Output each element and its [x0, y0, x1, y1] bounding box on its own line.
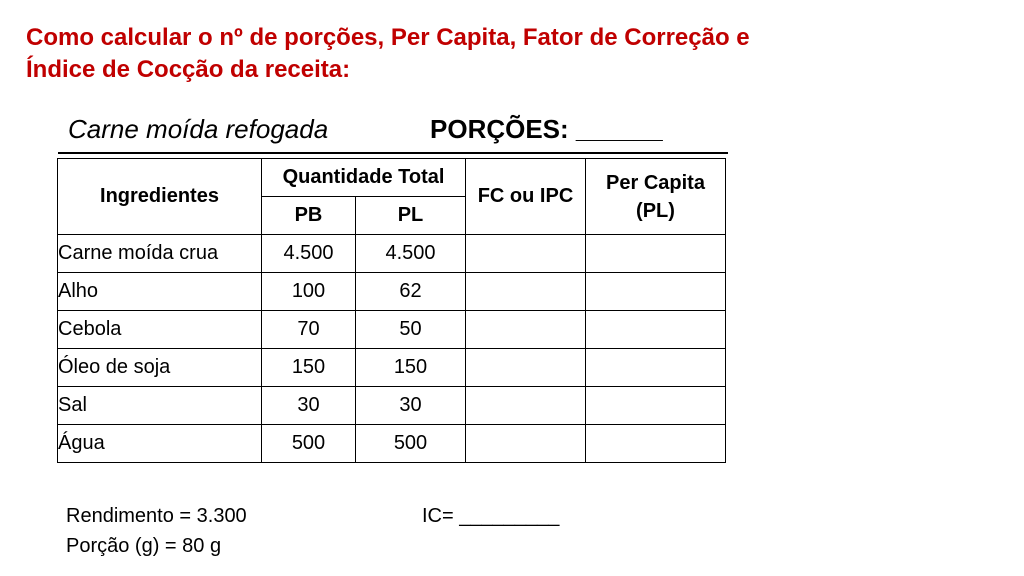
table-header-row-1: [58, 159, 726, 197]
cell-pl: 150: [356, 349, 466, 387]
cell-pb: 150: [262, 349, 356, 387]
header-ingredients: Ingredientes: [58, 159, 262, 235]
cell-fc: [466, 387, 586, 425]
header-per-capita: [586, 159, 726, 235]
cell-fc: [466, 311, 586, 349]
cell-pb: 500: [262, 425, 356, 463]
cell-pb: 70: [262, 311, 356, 349]
header-per-capita-line1: Per Capita: [606, 171, 705, 194]
header-pb: PB: [262, 197, 356, 235]
page-title: [26, 22, 1006, 86]
cell-per-capita: [586, 349, 726, 387]
recipe-table: [57, 158, 726, 463]
cell-ingredient: Alho: [58, 273, 262, 311]
cell-pl: 4.500: [356, 235, 466, 273]
table-row: [58, 387, 726, 425]
table-row: [58, 425, 726, 463]
cell-ingredient: Sal: [58, 387, 262, 425]
cell-ingredient: Cebola: [58, 311, 262, 349]
title-line-1: Como calcular o nº de porções, Per Capita, Fator de Correção e: [26, 24, 750, 51]
cell-pl: 50: [356, 311, 466, 349]
cell-pl: 500: [356, 425, 466, 463]
table-row: [58, 311, 726, 349]
porcao-text: Porção (g) = 80 g: [66, 535, 222, 557]
ic-text: IC= _________: [422, 505, 560, 527]
cell-fc: [466, 235, 586, 273]
header-fc-ipc: FC ou IPC: [466, 159, 586, 235]
cell-fc: [466, 425, 586, 463]
cell-pb: 30: [262, 387, 356, 425]
cell-per-capita: [586, 273, 726, 311]
cell-pl: 62: [356, 273, 466, 311]
cell-fc: [466, 273, 586, 311]
cell-pb: 4.500: [262, 235, 356, 273]
title-line-2: Índice de Cocção da receita:: [26, 56, 351, 83]
table-row: [58, 235, 726, 273]
recipe-header: [58, 112, 728, 154]
rendimento-text: Rendimento = 3.300: [66, 505, 247, 527]
table-row: [58, 349, 726, 387]
cell-pb: 100: [262, 273, 356, 311]
header-quantity-total: Quantidade Total: [262, 159, 466, 197]
header-pl: PL: [356, 197, 466, 235]
cell-ingredient: Óleo de soja: [58, 349, 262, 387]
cell-per-capita: [586, 425, 726, 463]
recipe-name: Carne moída refogada: [68, 114, 329, 144]
table-row: [58, 273, 726, 311]
cell-ingredient: Água: [58, 425, 262, 463]
header-per-capita-line2: (PL): [636, 199, 675, 222]
cell-pl: 30: [356, 387, 466, 425]
cell-per-capita: [586, 235, 726, 273]
portions-label: PORÇÕES: ______: [430, 114, 663, 144]
cell-per-capita: [586, 387, 726, 425]
cell-ingredient: Carne moída crua: [58, 235, 262, 273]
cell-fc: [466, 349, 586, 387]
cell-per-capita: [586, 311, 726, 349]
